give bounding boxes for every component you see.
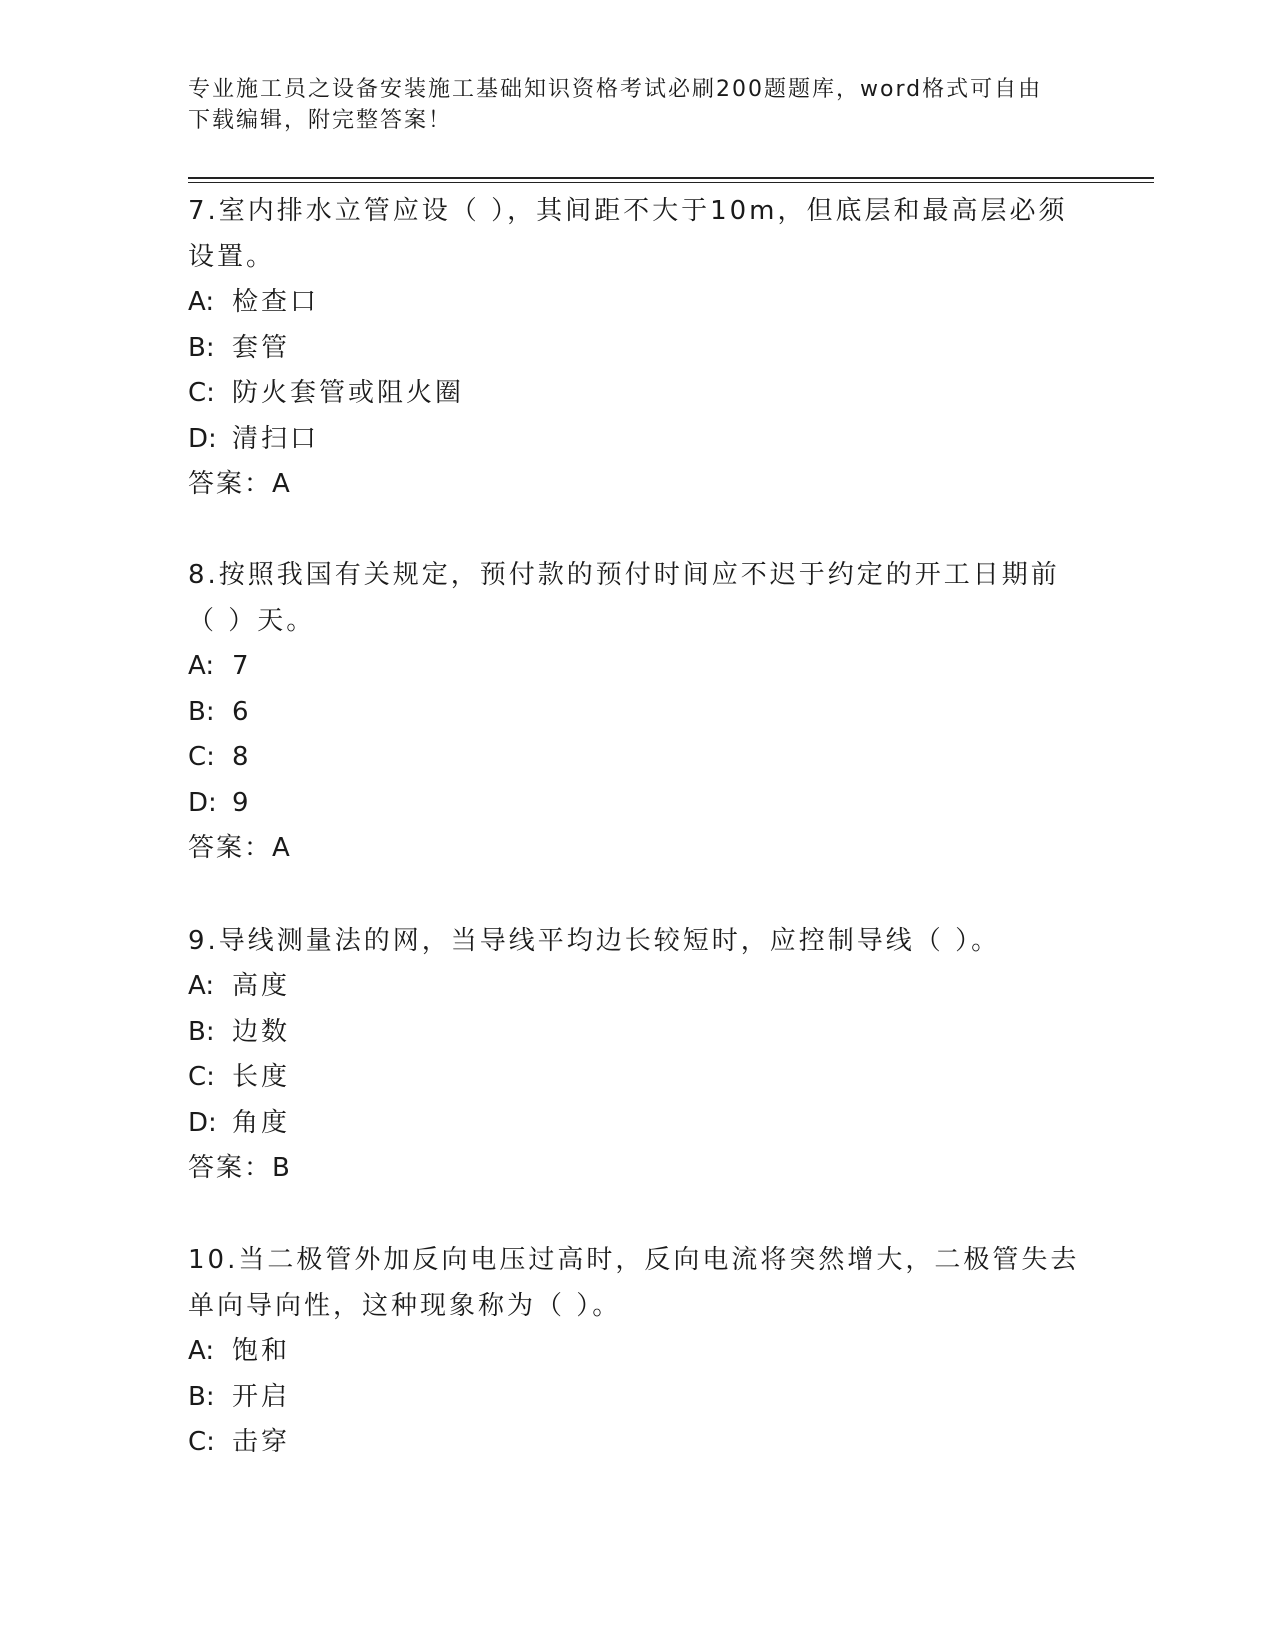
question-stem-line-2: 单向导向性，这种现象称为（ ）。 xyxy=(188,1291,622,1321)
option-text: 击穿 xyxy=(232,1427,291,1457)
question-stem-line-1: 7.室内排水立管应设（ ），其间距不大于10m，但底层和最高层必须 xyxy=(188,196,1068,226)
option-text: 8 xyxy=(232,742,252,772)
option-key: A: xyxy=(188,1336,215,1366)
option-d xyxy=(188,1101,1088,1147)
question-8 xyxy=(188,552,1088,872)
option-key: D: xyxy=(188,787,217,818)
option-text: 6 xyxy=(232,696,252,727)
option-key: A: xyxy=(188,971,215,1001)
option-c xyxy=(188,371,1088,417)
question-stem-line-1: 10.当二极管外加反向电压过高时，反向电流将突然增大，二极管失去 xyxy=(188,1245,1080,1275)
option-key: B: xyxy=(188,696,215,727)
header-line-2: 下载编辑，附完整答案！ xyxy=(188,108,453,133)
option-key: C: xyxy=(188,742,215,772)
option-key: D: xyxy=(188,1107,217,1138)
option-b xyxy=(188,1375,1088,1421)
option-key: B: xyxy=(188,332,215,363)
option-text: 长度 xyxy=(232,1062,291,1092)
option-c xyxy=(188,735,1088,781)
question-stem-line-1: 9.导线测量法的网，当导线平均边长较短时，应控制导线（ ）。 xyxy=(188,926,1001,956)
question-7 xyxy=(188,188,1088,508)
option-key: C: xyxy=(188,1427,215,1457)
option-b xyxy=(188,1010,1088,1056)
header-line-1: 专业施工员之设备安装施工基础知识资格考试必刷200题题库，word格式可自由 xyxy=(188,77,1043,102)
option-c xyxy=(188,1420,1088,1466)
option-text: 边数 xyxy=(232,1016,291,1047)
option-d xyxy=(188,417,1088,463)
option-text: 套管 xyxy=(232,332,291,363)
question-stem-line-2: 设置。 xyxy=(188,242,276,272)
option-key: C: xyxy=(188,378,215,408)
document-header xyxy=(188,74,1068,136)
option-key: C: xyxy=(188,1062,215,1092)
option-text: 7 xyxy=(232,651,252,681)
answer: 答案：B xyxy=(188,1153,292,1183)
question-10 xyxy=(188,1237,1088,1466)
option-b xyxy=(188,326,1088,372)
option-key: A: xyxy=(188,287,215,317)
option-key: B: xyxy=(188,1016,215,1047)
option-text: 角度 xyxy=(232,1107,291,1138)
option-text: 9 xyxy=(232,787,252,818)
answer: 答案：A xyxy=(188,469,292,499)
option-key: B: xyxy=(188,1381,215,1412)
option-b xyxy=(188,690,1088,736)
question-9 xyxy=(188,918,1088,1192)
option-a xyxy=(188,964,1088,1010)
option-text: 清扫口 xyxy=(232,423,320,454)
option-a xyxy=(188,644,1088,690)
option-text: 检查口 xyxy=(232,287,320,317)
header-divider-thin xyxy=(188,182,1154,183)
answer: 答案：A xyxy=(188,833,292,863)
option-text: 开启 xyxy=(232,1381,291,1412)
option-text: 高度 xyxy=(232,971,291,1001)
header-divider-thick xyxy=(188,177,1154,179)
option-d xyxy=(188,781,1088,827)
option-c xyxy=(188,1055,1088,1101)
option-text: 防火套管或阻火圈 xyxy=(232,378,465,408)
question-stem-line-2: （ ）天。 xyxy=(188,606,316,636)
option-key: A: xyxy=(188,651,215,681)
question-stem-line-1: 8.按照我国有关规定，预付款的预付时间应不迟于约定的开工日期前 xyxy=(188,560,1060,590)
option-key: D: xyxy=(188,423,217,454)
option-a xyxy=(188,280,1088,326)
option-a xyxy=(188,1329,1088,1375)
option-text: 饱和 xyxy=(232,1336,291,1366)
